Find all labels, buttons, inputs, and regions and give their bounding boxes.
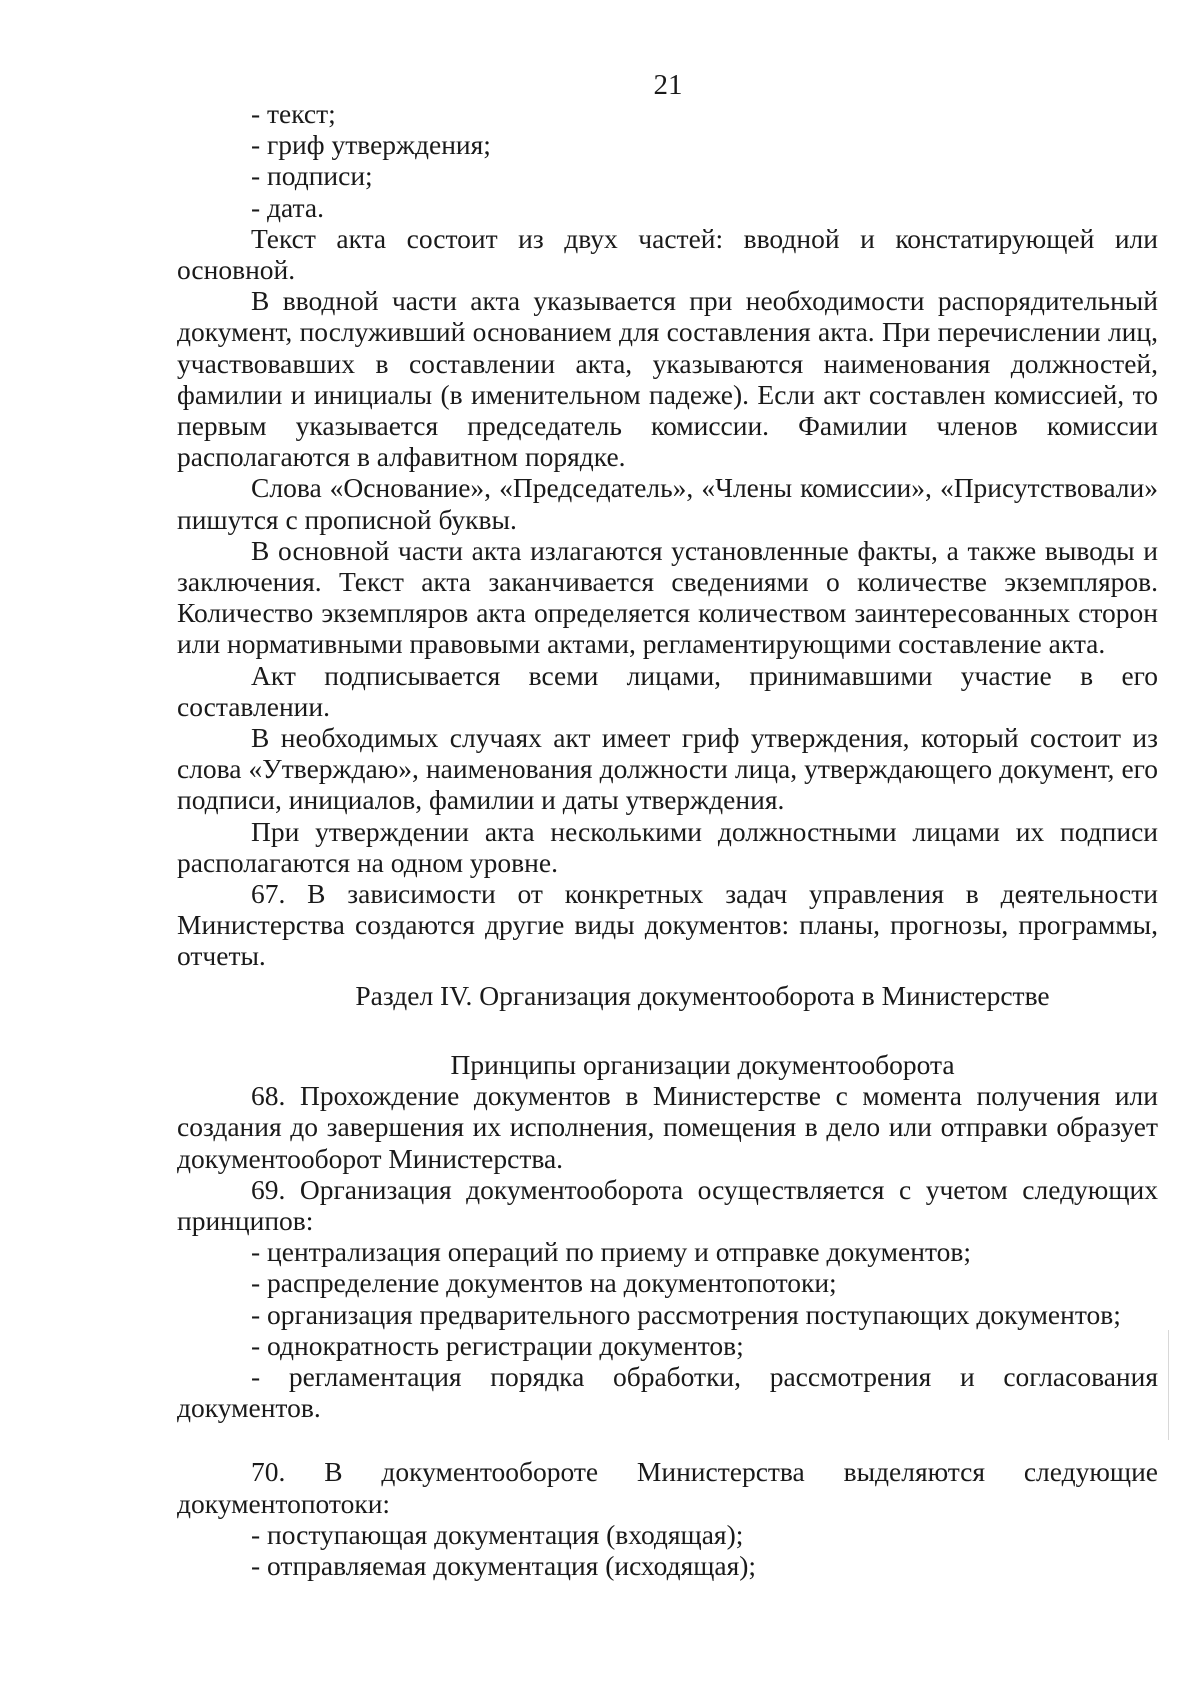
list-item: - подписи; <box>251 160 373 192</box>
list-item: - регламентация порядка обработки, рассмотрения и согласования документов. <box>177 1360 1158 1424</box>
document-body <box>177 98 1158 1581</box>
paragraph: Текст акта состоит из двух частей: вводной и констатирующей или основной. <box>177 222 1158 286</box>
list-item: - гриф утверждения; <box>251 129 491 161</box>
paragraph: 67. В зависимости от конкретных задач управления в деятельности Министерства создаются другие виды документов: планы, прогнозы, программы, отчеты. <box>177 878 1158 972</box>
section-heading: Раздел IV. Организация документооборота в Министерстве <box>355 979 1050 1011</box>
text-block-top <box>177 98 1158 972</box>
list-item: - текст; <box>251 98 336 129</box>
text-block-middle <box>177 1080 1158 1423</box>
list-item: - поступающая документация (входящая); <box>251 1518 744 1550</box>
paragraph: 68. Прохождение документов в Министерстве с момента получения или создания до завершения их исполнения, помещения в дело или отправки образует документооборот Министерства. <box>177 1080 1158 1174</box>
paragraph: В основной части акта излагаются установленные факты, а также выводы и заключения. Текст акта заканчивается сведениями о количестве экземпляров. Количество экземпляров акта определяется количеством заинтересованных сторон или нормативными правовыми актами, регламентирующими составление акта. <box>177 534 1158 660</box>
paragraph: 69. Организация документооборота осуществляется с учетом следующих принципов: <box>177 1173 1158 1236</box>
text-block-bottom <box>177 1456 1158 1581</box>
list-item: - организация предварительного рассмотрения поступающих документов; <box>251 1298 1121 1330</box>
paragraph: Слова «Основание», «Председатель», «Члены комиссии», «Присутствовали» пишутся с прописной буквы. <box>177 472 1158 535</box>
list-item: - отправляемая документация (исходящая); <box>251 1549 757 1581</box>
paragraph: Акт подписывается всеми лицами, принимавшими участие в его составлении. <box>177 659 1158 722</box>
list-item: - однократность регистрации документов; <box>251 1329 744 1361</box>
scan-artifact <box>1168 1330 1169 1440</box>
paragraph: При утверждении акта несколькими должностными лицами их подписи располагаются на одном уровне. <box>177 815 1158 878</box>
paragraph: В вводной части акта указывается при необходимости распорядительный документ, послуживший основанием для составления акта. При перечислении лиц, участвовавших в составлении акта, указываются наименования должностей, фамилии и инициалы (в именительном падеже). Если акт составлен комиссией, то первым указывается председатель комиссии. Фамилии членов комиссии располагаются в алфавитном порядке. <box>177 285 1158 473</box>
list-item: - распределение документов на документопотоки; <box>251 1267 837 1299</box>
page-number: 21 <box>653 69 683 101</box>
paragraph: 70. В документообороте Министерства выделяются следующие документопотоки: <box>177 1456 1158 1519</box>
list-item: - дата. <box>251 191 324 223</box>
subsection-heading: Принципы организации документооборота <box>450 1048 955 1080</box>
paragraph: В необходимых случаях акт имеет гриф утверждения, который состоит из слова «Утверждаю», наименования должности лица, утверждающего документ, его подписи, инициалов, фамилии и даты утверждения. <box>177 722 1158 816</box>
list-item: - централизация операций по приему и отправке документов; <box>251 1236 971 1268</box>
